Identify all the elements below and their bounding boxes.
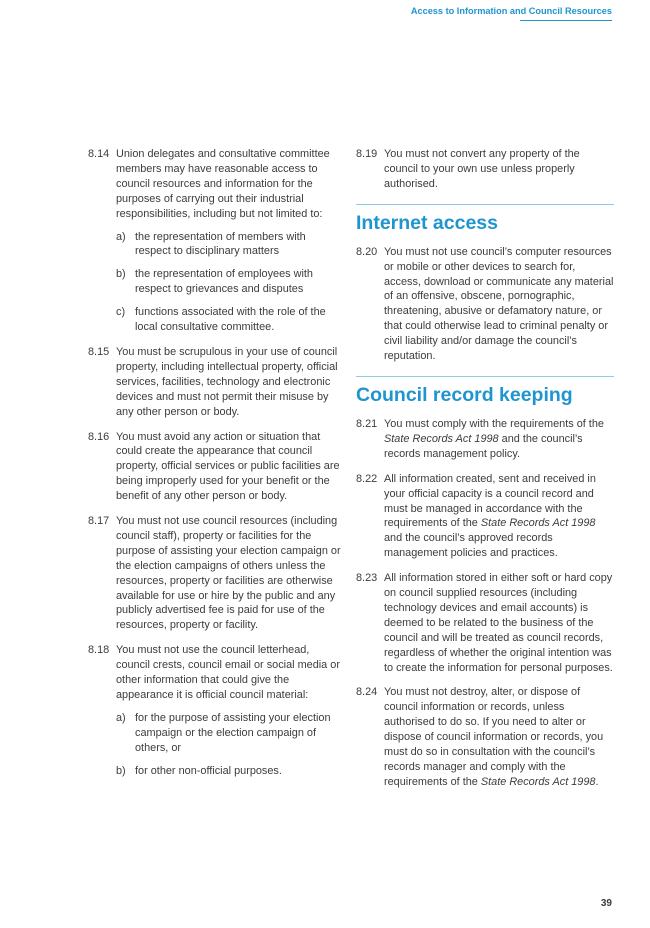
clause-number: 8.18 [88,644,110,657]
item-text: for the purpose of assisting your election campaign or the election campaign of others, or [135,711,331,754]
clause-number: 8.15 [88,345,110,358]
clause-number: 8.24 [356,686,378,699]
clause-8-14-item-a [116,230,344,260]
clause-text: All information created, sent and received in your official capacity is a council record and must be managed in accordance with the requirements of the State Records Act 1998 and the council’s approved records management policies and practices. [384,472,596,560]
clause-8-23 [356,571,614,675]
clause-text: You must comply with the requirements of the State Records Act 1998 and the council’s records management policy. [384,417,604,460]
section-heading-internet-access: Internet access [356,211,498,234]
clause-8-15 [88,345,344,420]
section-heading-council-record-keeping: Council record keeping [356,383,573,406]
left-column [88,147,344,779]
clause-text: You must not use council’s computer resources or mobile or other devices to search for, access, download or communicate any material of an offensive, obscene, pornographic, threatening, abusive or defamatory nature, or that could otherwise lead to criminal penalty or civil liability and/or damage the council’s reputation. [384,245,614,363]
clause-number: 8.23 [356,572,378,585]
section-divider [356,204,614,205]
clause-number: 8.17 [88,515,110,528]
item-text: for other non-official purposes. [135,764,282,777]
header-rule [520,20,612,21]
item-label: a) [116,230,126,243]
clause-8-16 [88,430,344,505]
clause-number: 8.22 [356,472,378,485]
page-number: 39 [600,898,612,909]
clause-8-14-item-b [116,267,344,297]
clause-number: 8.19 [356,148,378,160]
clause-text: You must not use council resources (including council staff), property or facilities for the purpose of assisting your election campaign or the election campaigns of others unless the resources, property or facilities are otherwise available for use or hire by the public and any publicly advertised fee is paid for use of the resources, property or facility. [116,515,341,632]
item-label: c) [116,306,126,319]
clause-number: 8.21 [356,417,378,430]
act-title: State Records Act 1998 [480,775,596,788]
clause-8-18-item-b [116,764,344,779]
right-column [356,147,614,790]
clause-8-19 [356,147,614,192]
clause-text: Union delegates and consultative committee members may have reasonable access to council resources and information for the purposes of carrying out their industrial responsibilities, including but not limited to: [116,148,330,220]
running-header: Access to Information and Council Resources [410,6,612,16]
clause-text: You must be scrupulous in your use of council property, including intellectual property, official services, facilities, technology and electronic devices and must not permit their misuse by any other person or body. [116,345,338,418]
item-label: b) [116,764,126,777]
act-title: State Records Act 1998 [480,517,596,530]
section-divider [356,376,614,377]
clause-8-21 [356,417,614,462]
clause-8-18-item-a [116,711,344,756]
clause-8-18 [88,643,344,703]
clause-number: 8.20 [356,245,378,258]
clause-text: You must not use the council letterhead, council crests, council email or social media or other information that could give the appearance it is official council material: [116,644,340,701]
item-text: the representation of employees with respect to grievances and disputes [135,268,313,296]
clause-text: All information stored in either soft or hard copy on council supplied resources (including technology devices and email accounts) is deemed to be related to the business of the council and will be treated as council records, regardless of whether the original intention was to create the information for personal purposes. [384,572,613,674]
item-text: functions associated with the role of the local consultative committee. [135,306,326,334]
item-label: a) [116,711,126,724]
clause-number: 8.14 [88,148,110,160]
clause-8-22 [356,472,614,561]
clause-text: You must not convert any property of the council to your own use unless properly authorised. [384,148,580,190]
item-text: the representation of members with respect to disciplinary matters [135,230,306,258]
clause-text: You must not destroy, alter, or dispose of council information or records, unless authorised to do so. If you need to alter or dispose of council information or records, you must do so in consultation with the council’s records manager and comply with the requirements of the State Records Act 1998. [384,686,604,788]
clause-text: You must avoid any action or situation that could create the appearance that council property, official services or public facilities are being improperly used for your benefit or the benefit of any other person or body. [116,430,340,503]
clause-8-14-item-c [116,305,344,335]
act-title: State Records Act 1998 [384,432,499,445]
clause-8-17 [88,514,344,633]
clause-8-24 [356,685,614,789]
clause-number: 8.16 [88,430,110,443]
clause-8-14 [88,147,344,222]
clause-8-20 [356,245,614,364]
item-label: b) [116,268,126,281]
